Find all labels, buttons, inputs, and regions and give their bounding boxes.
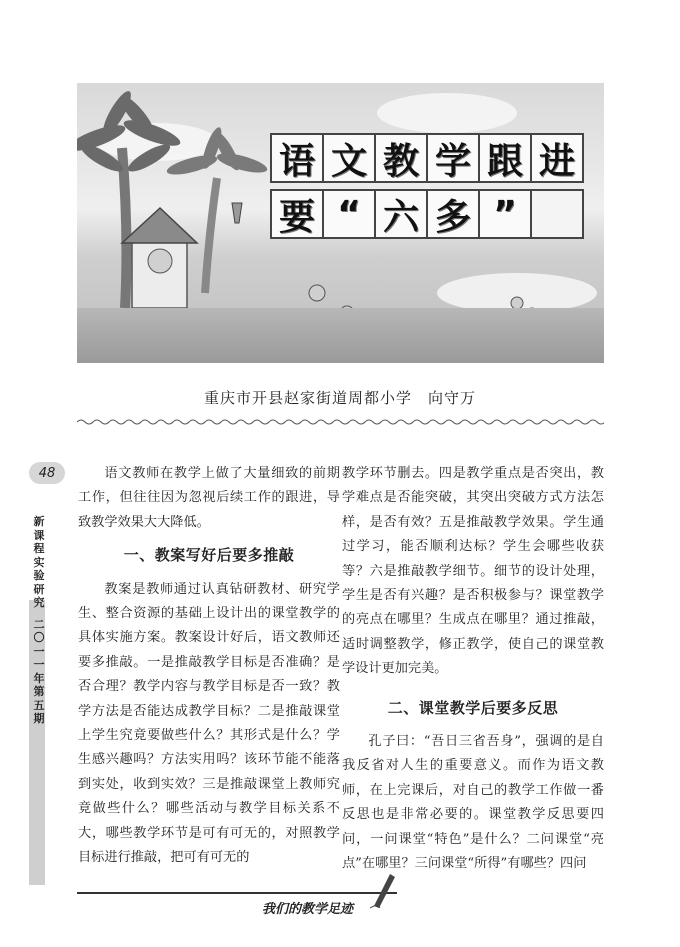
right-column (342, 462, 604, 877)
title-row-1 (270, 133, 582, 183)
title-char: 跟 (478, 133, 532, 183)
section1-paragraph-continued: 教学环节删去。四是教学重点是否突出，教学难点是否能突破，其突出突破方式方法怎样，是否有效？五是推敲教学效果。学生通过学习，能否顺利达标？学生会哪些收获等？六是推敲教学细节。细节的设计处理，学生是否有兴趣？是否积极参与？课堂教学的亮点在哪里？生成点在哪里？通过推敲，适时调整教学，修正教学，使自己的课堂教学设计更加完美。 (342, 466, 604, 677)
title-row-2 (270, 189, 582, 239)
journal-year: 二〇一一年 (33, 617, 45, 685)
left-column (78, 462, 340, 871)
title-char: 文 (322, 133, 376, 183)
intro-paragraph: 语文教师在教学上做了大量细致的前期工作，但往往因为忽视后续工作的跟进，导致教学效果大大降低。 (78, 466, 340, 530)
title-empty-cell (530, 189, 584, 239)
page-number: 48 (29, 462, 65, 484)
title-char: 多 (426, 189, 480, 239)
footer-rule (77, 892, 397, 894)
banner-ground (77, 308, 604, 363)
title-char: ” (478, 189, 532, 239)
journal-name: 新课程实验研究 (33, 515, 45, 609)
title-char: 语 (270, 133, 324, 183)
footer-section-name: 我们的教学足迹 (262, 902, 354, 917)
pen-icon (368, 870, 398, 910)
title-char: 教 (374, 133, 428, 183)
journal-vertical-text (30, 515, 48, 726)
title-char: 六 (374, 189, 428, 239)
title-char: 进 (530, 133, 584, 183)
wavy-divider (77, 417, 604, 427)
author-byline: 重庆市开县赵家街道周都小学 向守万 (203, 389, 476, 407)
article-title (270, 133, 582, 239)
journal-issue: 第五期 (33, 685, 45, 725)
title-char: 要 (270, 189, 324, 239)
title-char: 学 (426, 133, 480, 183)
section1-paragraph: 教案是教师通过认真钻研教材、研究学生、整合资源的基础上设计出的课堂教学的具体实施方案。教案设计好后，语文教师还要多推敲。一是推敲教学目标是否准确？是否合理？教学内容与教学目标是否一致？教学方法是否能达成教学目标？二是推敲课堂上学生究竟要做些什么？其形式是什么？学生感兴趣吗？方法实用吗？该环节能不能落到实处，收到实效？三是推敲课堂上教师究竟做些什么？哪些活动与教学目标关系不大，哪些教学环节是可有可无的，对照教学目标进行推敲，把可有可无的 (78, 581, 340, 866)
section-heading-1: 一、教案写好后要多推敲 (123, 546, 295, 565)
title-char: “ (322, 189, 376, 239)
section-heading-2: 二、课堂教学后要多反思 (387, 698, 559, 717)
section2-paragraph: 孔子曰：“吾日三省吾身”，强调的是自我反省对人生的重要意义。而作为语文教师，在上完课后，对自己的教学工作做一番反思也是非常必要的。课堂教学反思要四问，一问课堂“特色”是什么？二问课堂“亮点”在哪里？三问课堂“所得”有哪些？四问 (342, 734, 604, 872)
